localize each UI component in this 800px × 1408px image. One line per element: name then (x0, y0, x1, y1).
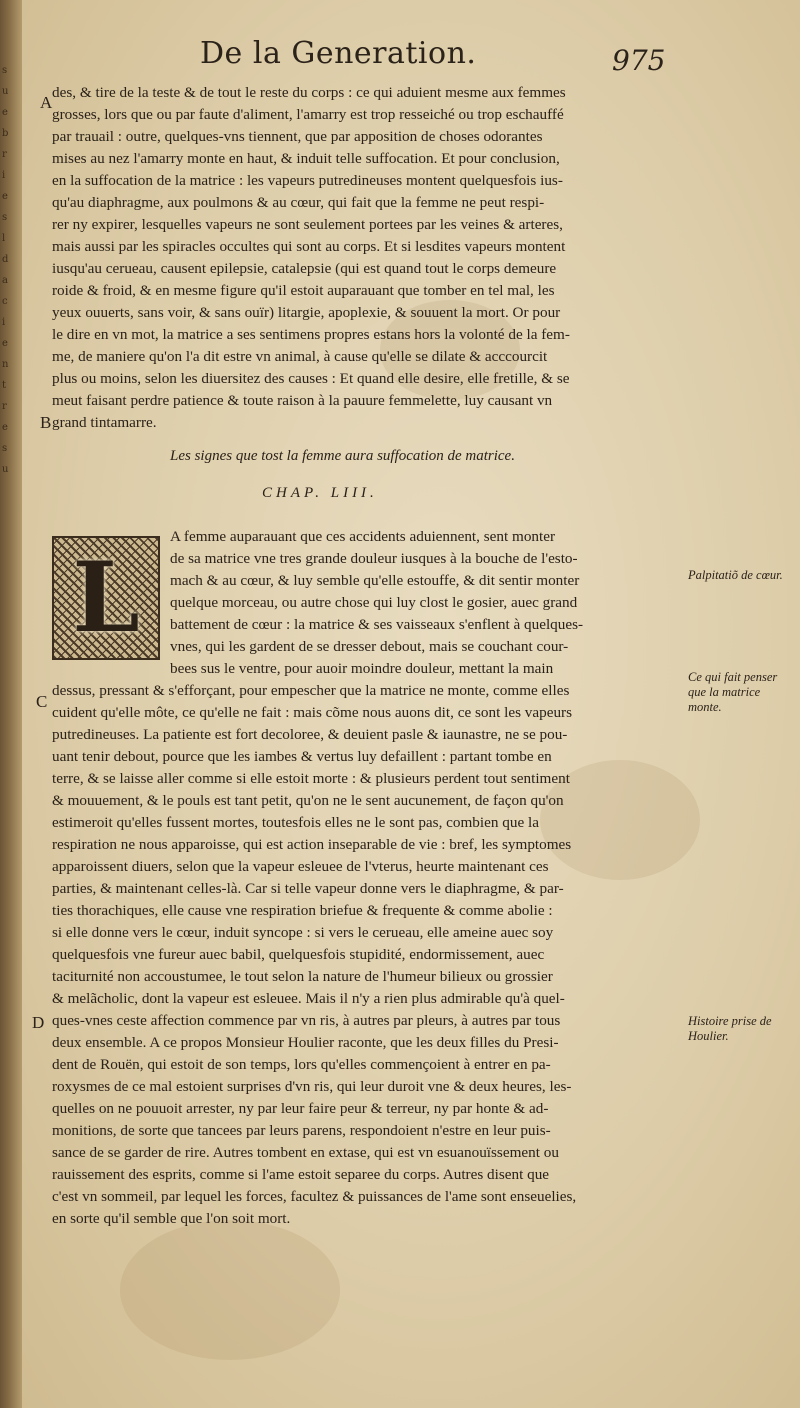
text-line: roxysmes de ce mal estoient surprises d'vn ris, qui leur duroit vne & deux heures, les- (52, 1078, 572, 1095)
gutter-fragment: l (2, 233, 6, 244)
gutter-fragment: t (2, 380, 7, 391)
margin-note-houlier: Histoire prise de Houlier. (688, 1014, 772, 1043)
text-line: respiration ne nous apparoisse, qui est action inseparable de vie : bref, les symptomes (52, 836, 572, 853)
text-line: plus ou moins, selon les diuersitez des causes : Et quand elle desire, elle fretille, & se (52, 370, 570, 387)
text-line: ques-vnes ceste affection commence par vn ris, à autres par pleurs, à autres par tous (52, 1012, 561, 1029)
text-line: parties, & maintenant celles-là. Car si telle vapeur donne vers le diaphragme, & par- (52, 880, 564, 897)
text-line: apparoissent diuers, selon que la vapeur esleuee de l'vterus, heurte maintenant ces (52, 858, 549, 875)
text-line: en la suffocation de la matrice : les vapeurs putredineuses montent quelquesfois ius- (52, 172, 563, 189)
margin-marker-a: A (40, 93, 53, 112)
text-line: mises au nez l'amarry monte en haut, & induit telle suffocation. Et pour conclusion, (52, 150, 560, 167)
section-1-text (52, 82, 668, 434)
text-line: sance de se garder de rire. Autres tombent en extase, qui est vn esuanouïssement ou (52, 1144, 559, 1161)
binding-gutter (0, 0, 22, 1408)
text-line: le dire en vn mot, la matrice a ses sentimens propres estans hors la volonté de la fem- (52, 326, 570, 343)
gutter-fragment: d (2, 254, 9, 265)
text-line: roide & froid, & en mesme figure qu'il estoit auparauant que tomber en tel mal, les (52, 282, 555, 299)
text-line: des, & tire de la teste & de tout le reste du corps : ce qui aduient mesme aux femmes (52, 84, 566, 101)
text-line: deux ensemble. A ce propos Monsieur Houlier raconte, que les deux filles du Presi- (52, 1034, 559, 1051)
margin-note-matrice: Ce qui fait penser que la matrice monte. (688, 670, 778, 714)
chapter-heading: CHAP. LIII. (262, 485, 378, 501)
gutter-fragment: i (2, 170, 6, 181)
gutter-fragment: s (2, 443, 8, 454)
margin-marker-c: C (36, 692, 48, 711)
text-line: yeux ouuerts, sans voir, & sans ouïr) litargie, apoplexie, & souuent la mort. Or pour (52, 304, 561, 321)
text-line: quelquesfois vne fureur auec babil, quelquesfois stupidité, endormissement, auec (52, 946, 545, 963)
gutter-fragment: e (2, 191, 8, 202)
text-line: iusqu'au cerueau, causent epilepsie, catalepsie (qui est quand tout le corps demeure (52, 260, 557, 277)
text-line: estimeroit qu'elles fussent mortes, toutesfois elles ne le sont pas, combien que la (52, 814, 539, 831)
text-line: uant tenir debout, pource que les iambes & vertus luy defaillent : partant tombe en (52, 748, 552, 765)
text-line: ties thorachiques, elle cause vne respiration briefue & frequente & comme abolie : (52, 902, 553, 919)
text-line: grosses, lors que ou par faute d'aliment, l'amarry est trop resseiché ou trop eschauffé (52, 106, 564, 123)
text-line: grand tintamarre. (52, 414, 157, 431)
text-line: & mouuement, & le pouls est tant petit, qu'on ne le sent aucunement, de façon qu'on (52, 792, 564, 809)
gutter-fragment: n (2, 359, 9, 370)
text-line: dessus, pressant & s'efforçant, pour empescher que la matrice ne monte, comme elles (52, 682, 570, 699)
text-line: & melãcholic, dont la vapeur est esleuee. Mais il n'y a rien plus admirable qu'à quel- (52, 990, 565, 1007)
text-line: par trauail : outre, quelques-vns tiennent, que par apposition de choses odorantes (52, 128, 543, 145)
gutter-fragment: c (2, 296, 8, 307)
text-line: mais aussi par les spiracles occultes qui sont au corps. Et si lesdites vapeurs montent (52, 238, 566, 255)
gutter-fragment: e (2, 422, 8, 433)
text-line: quelque morceau, ou autre chose qui luy clost le gosier, auec grand (170, 594, 578, 611)
text-line: putredineuses. La patiente est fort decoloree, & deuient pasle & iaunastre, ne se pou- (52, 726, 568, 743)
margin-marker-d: D (32, 1013, 45, 1032)
section-title: Les signes que tost la femme aura suffocation de matrice. (170, 448, 515, 464)
text-line: qu'au diaphragme, aux poulmons & au cœur, qui fait que la femme ne peut respi- (52, 194, 545, 211)
text-line: meut faisant perdre patience & toute raison à la pauure femmelette, luy causant vn (52, 392, 553, 409)
dropcap-letter: L (72, 541, 140, 654)
gutter-fragment: e (2, 107, 8, 118)
section-2-text (52, 526, 672, 1230)
gutter-fragment: e (2, 338, 8, 349)
gutter-fragment: s (2, 65, 8, 76)
gutter-fragment: b (2, 128, 9, 139)
paper-stain (120, 1220, 340, 1360)
text-line: de sa matrice vne tres grande douleur iusques à la bouche de l'esto- (170, 550, 578, 567)
gutter-fragment: i (2, 317, 6, 328)
gutter-fragment: r (2, 149, 7, 160)
text-line: A femme auparauant que ces accidents aduiennent, sent monter (170, 528, 556, 545)
text-line: dent de Rouën, qui estoit de son temps, lors qu'elles commençoient à entrer en pa- (52, 1056, 551, 1073)
text-line: battement de cœur : la matrice & ses vaisseaux s'enflent à quelques- (170, 616, 584, 633)
page-number: 975 (612, 44, 666, 77)
gutter-bleed-text (2, 60, 18, 500)
text-line: me, de maniere qu'on l'a dit estre vn animal, à cause qu'elle se dilate & acccourcit (52, 348, 548, 365)
text-line: cuident qu'elle môte, ce qu'elle ne fait : mais cõme nous auons dit, ce sont les vapeurs (52, 704, 573, 721)
margin-marker-b: B (40, 413, 52, 432)
gutter-fragment: s (2, 212, 8, 223)
margin-note-palpitation: Palpitatiõ de cœur. (688, 568, 783, 582)
text-line: vnes, qui les gardent de se dresser debout, mais se couchant cour- (170, 638, 569, 655)
text-line: bees sus le ventre, pour auoir moindre douleur, mettant la main (170, 660, 554, 677)
text-line: rauissement des esprits, comme si l'ame estoit separee du corps. Autres disent que (52, 1166, 550, 1183)
text-line: en sorte qu'il semble que l'on soit mort. (52, 1210, 291, 1227)
text-line: rer ny expirer, lesquelles vapeurs ne sont seulement portees par les veines & arteres, (52, 216, 563, 233)
text-line: monitions, de sorte que tancees par leurs parens, respondoient n'estre en leur puis- (52, 1122, 551, 1139)
text-line: quelles on ne pouuoit arrester, ny par leur faire peur & terreur, ny par honte & ad- (52, 1100, 549, 1117)
text-line: si elle donne vers le cœur, induit syncope : si vers le cerueau, elle ameine auec soy (52, 924, 554, 941)
gutter-fragment: a (2, 275, 8, 286)
text-line: taciturnité non accoustumee, le tout selon la nature de l'humeur bilieux ou grossier (52, 968, 553, 985)
text-line: c'est vn sommeil, par lequel les forces, facultez & puissances de l'ame sont enseuelies, (52, 1188, 577, 1205)
text-line: mach & au cœur, & luy semble qu'elle estouffe, & dit sentir monter (170, 572, 580, 589)
running-head: De la Generation. (200, 36, 477, 71)
gutter-fragment: u (2, 464, 9, 475)
text-line: terre, & se laisse aller comme si elle estoit morte : & plusieurs perdent tout sentiment (52, 770, 570, 787)
gutter-fragment: u (2, 86, 9, 97)
gutter-fragment: r (2, 401, 7, 412)
